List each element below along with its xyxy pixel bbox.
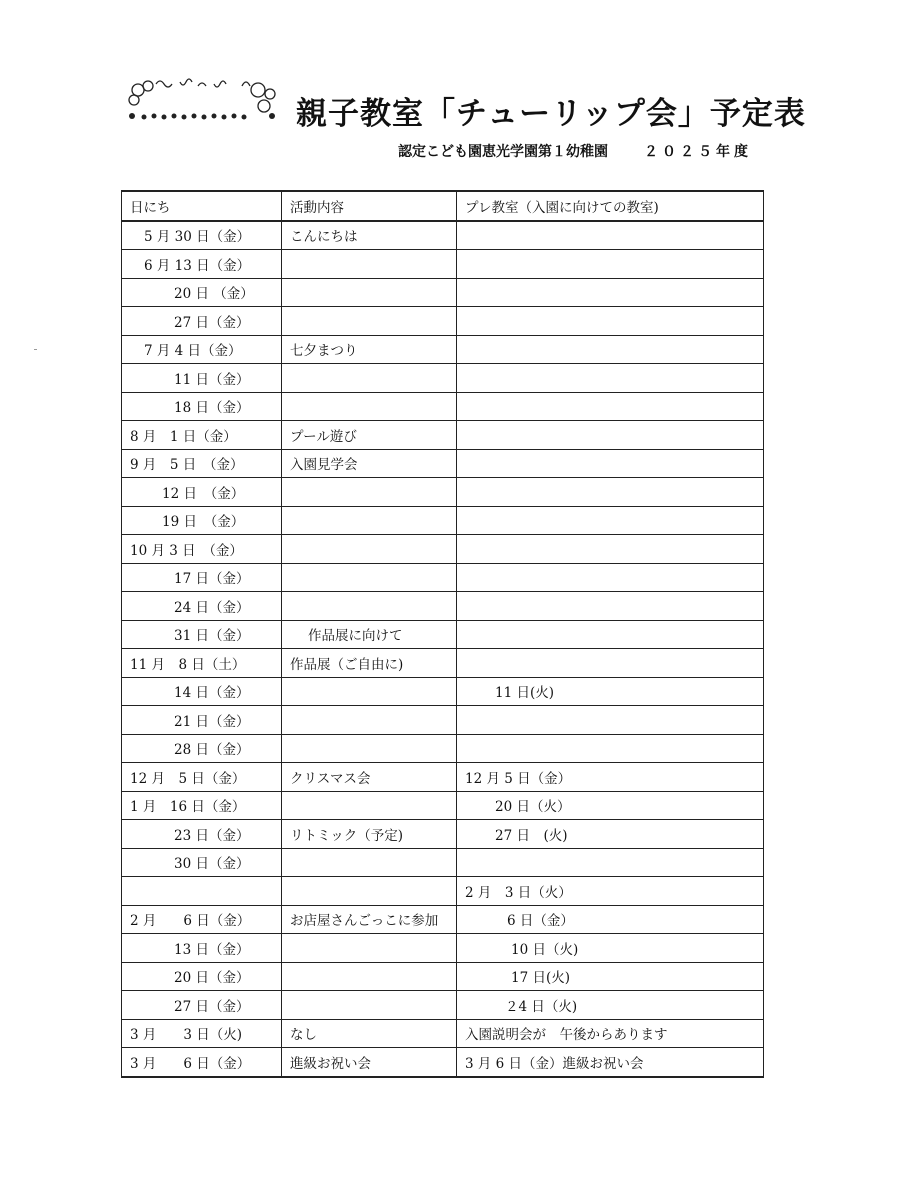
cell-date: 27 日（金） (122, 991, 282, 1020)
cell-activity (282, 364, 457, 393)
table-row (122, 278, 764, 307)
cell-activity (282, 392, 457, 421)
table-row (122, 848, 764, 877)
table-row (122, 307, 764, 336)
cell-date: 14 日（金） (122, 677, 282, 706)
cell-pre-class: 12 月 5 日（金） (457, 763, 764, 792)
cell-activity: こんにちは (282, 221, 457, 250)
table-body (122, 221, 764, 1077)
tulip-doodle-icon (122, 76, 282, 126)
cell-pre-class (457, 706, 764, 735)
table-row (122, 820, 764, 849)
cell-pre-class: 入園説明会が 午後からあります (457, 1019, 764, 1048)
table-row (122, 421, 764, 450)
table-row (122, 905, 764, 934)
cell-date: 13 日（金） (122, 934, 282, 963)
cell-pre-class (457, 364, 764, 393)
cell-date: 30 日（金） (122, 848, 282, 877)
table-row (122, 478, 764, 507)
cell-pre-class: ２4 日（火) (457, 991, 764, 1020)
cell-date: 7 月 4 日（金） (122, 335, 282, 364)
cell-pre-class (457, 478, 764, 507)
cell-pre-class: 10 日（火) (457, 934, 764, 963)
cell-pre-class: 27 日 (火) (457, 820, 764, 849)
cell-date (122, 877, 282, 906)
cell-pre-class (457, 592, 764, 621)
table-row (122, 991, 764, 1020)
cell-activity: 作品展に向けて (282, 620, 457, 649)
cell-date: 12 月 5 日（金） (122, 763, 282, 792)
cell-date: 19 日 （金） (122, 506, 282, 535)
cell-activity (282, 991, 457, 1020)
table-row (122, 1048, 764, 1077)
table-row (122, 221, 764, 250)
cell-activity: お店屋さんごっこに参加 (282, 905, 457, 934)
schedule-table (121, 190, 764, 1078)
cell-date: 6 月 13 日（金） (122, 250, 282, 279)
cell-date: 27 日（金） (122, 307, 282, 336)
cell-activity (282, 734, 457, 763)
cell-activity (282, 962, 457, 991)
cell-date: 9 月 5 日 （金） (122, 449, 282, 478)
cell-pre-class (457, 506, 764, 535)
cell-pre-class: 3 月 6 日（金）進級お祝い会 (457, 1048, 764, 1077)
table-row (122, 763, 764, 792)
cell-pre-class (457, 278, 764, 307)
cell-date: 23 日（金） (122, 820, 282, 849)
cell-date: 3 月 3 日（火) (122, 1019, 282, 1048)
table-row (122, 563, 764, 592)
table-row (122, 620, 764, 649)
cell-date: 20 日（金） (122, 962, 282, 991)
cell-activity: 進級お祝い会 (282, 1048, 457, 1077)
cell-date: 11 月 8 日（土） (122, 649, 282, 678)
cell-pre-class (457, 649, 764, 678)
school-name: 認定こども園恵光学園第１幼稚園 (398, 144, 608, 160)
cell-date: 1 月 16 日（金） (122, 791, 282, 820)
cell-date: 5 月 30 日（金） (122, 221, 282, 250)
cell-date: 2 月 6 日（金） (122, 905, 282, 934)
cell-pre-class: 11 日(火) (457, 677, 764, 706)
table-row (122, 706, 764, 735)
cell-date: 21 日（金） (122, 706, 282, 735)
table-row (122, 250, 764, 279)
column-header-pre-class: プレ教室（入園に向けての教室) (457, 191, 764, 221)
subtitle (398, 141, 752, 161)
table-row (122, 506, 764, 535)
cell-pre-class: 6 日（金） (457, 905, 764, 934)
cell-activity: 七夕まつり (282, 335, 457, 364)
table-row (122, 364, 764, 393)
cell-activity: クリスマス会 (282, 763, 457, 792)
cell-date: 3 月 6 日（金） (122, 1048, 282, 1077)
cell-date: 20 日 （金） (122, 278, 282, 307)
cell-activity (282, 563, 457, 592)
cell-pre-class (457, 449, 764, 478)
cell-pre-class (457, 620, 764, 649)
table-row (122, 791, 764, 820)
cell-activity (282, 307, 457, 336)
cell-activity (282, 478, 457, 507)
cell-activity (282, 877, 457, 906)
cell-date: 12 日 （金） (122, 478, 282, 507)
cell-activity: 作品展（ご自由に) (282, 649, 457, 678)
table-row (122, 934, 764, 963)
cell-activity (282, 848, 457, 877)
table-row (122, 877, 764, 906)
table-row (122, 535, 764, 564)
page-title: 親子教室「チューリップ会」予定表 (296, 96, 806, 132)
table-row (122, 392, 764, 421)
cell-date: 11 日（金） (122, 364, 282, 393)
cell-activity: なし (282, 1019, 457, 1048)
cell-date: 17 日（金） (122, 563, 282, 592)
cell-date: 10 月 3 日 （金） (122, 535, 282, 564)
table-row (122, 649, 764, 678)
cell-activity (282, 677, 457, 706)
cell-activity (282, 934, 457, 963)
cell-date: 8 月 1 日（金） (122, 421, 282, 450)
cell-activity (282, 506, 457, 535)
cell-activity (282, 250, 457, 279)
cell-pre-class (457, 535, 764, 564)
cell-date: 28 日（金） (122, 734, 282, 763)
cell-pre-class (457, 307, 764, 336)
cell-activity: プール遊び (282, 421, 457, 450)
table-row (122, 734, 764, 763)
column-header-activity: 活動内容 (282, 191, 457, 221)
table-header-row (122, 191, 764, 221)
cell-activity (282, 278, 457, 307)
cell-activity (282, 535, 457, 564)
cell-pre-class (457, 250, 764, 279)
cell-pre-class (457, 335, 764, 364)
cell-activity (282, 791, 457, 820)
cell-pre-class (457, 421, 764, 450)
table-row (122, 677, 764, 706)
cell-pre-class: 17 日(火) (457, 962, 764, 991)
table-row (122, 1019, 764, 1048)
cell-activity: リトミック（予定) (282, 820, 457, 849)
cell-activity: 入園見学会 (282, 449, 457, 478)
cell-date: 31 日（金） (122, 620, 282, 649)
cell-pre-class: 20 日（火） (457, 791, 764, 820)
cell-date: 18 日（金） (122, 392, 282, 421)
table-row (122, 449, 764, 478)
cell-pre-class (457, 563, 764, 592)
column-header-date: 日にち (122, 191, 282, 221)
cell-pre-class (457, 392, 764, 421)
scan-mark (34, 349, 37, 350)
cell-activity (282, 592, 457, 621)
cell-pre-class (457, 848, 764, 877)
table-row (122, 962, 764, 991)
cell-pre-class (457, 221, 764, 250)
cell-pre-class: 2 月 3 日（火） (457, 877, 764, 906)
table-row (122, 335, 764, 364)
table-row (122, 592, 764, 621)
cell-date: 24 日（金） (122, 592, 282, 621)
cell-activity (282, 706, 457, 735)
cell-pre-class (457, 734, 764, 763)
school-year: ２０２５年度 (644, 144, 752, 160)
